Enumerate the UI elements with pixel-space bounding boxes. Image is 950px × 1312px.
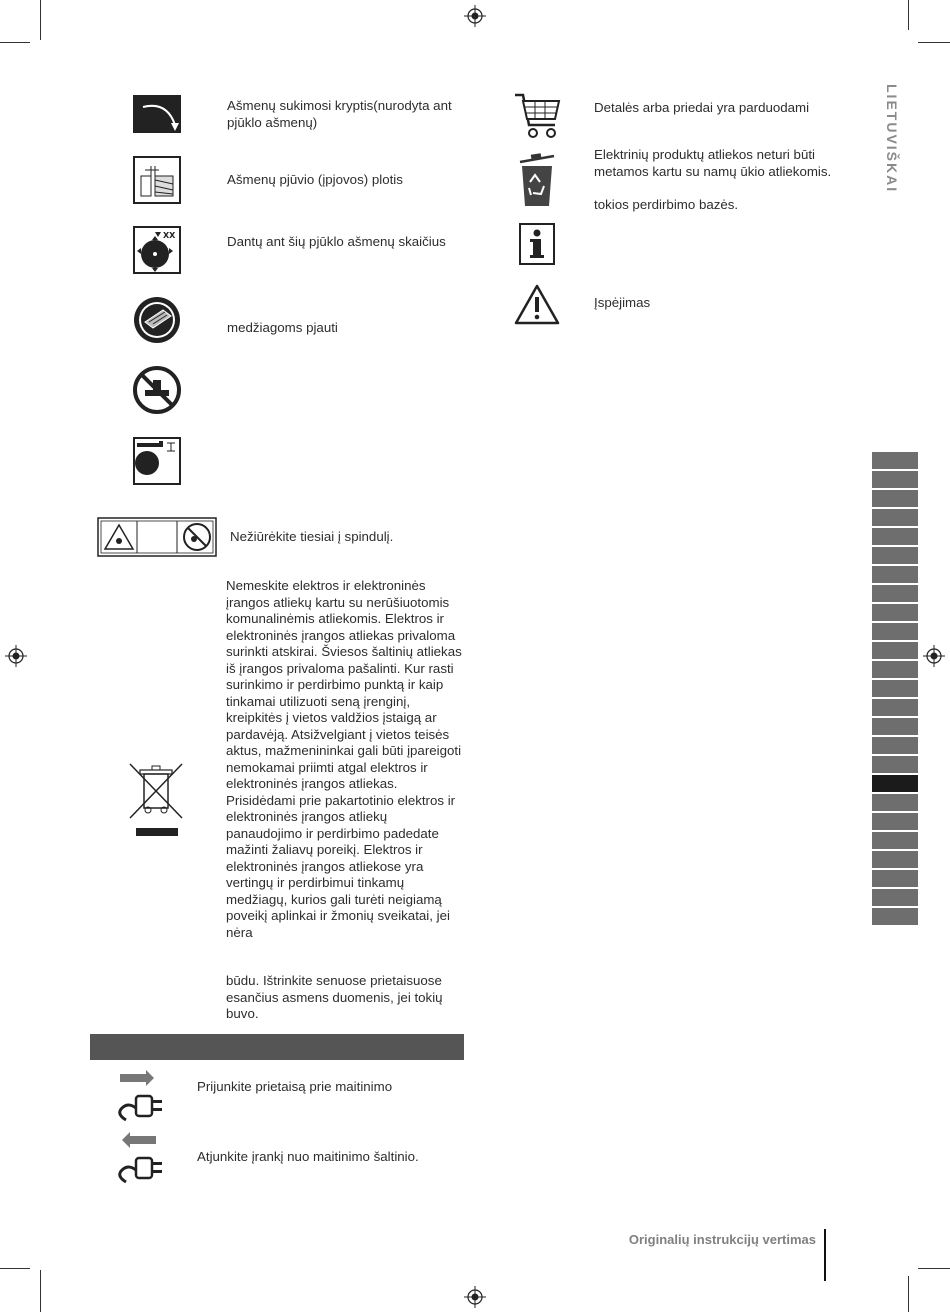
chapter-tab [872, 680, 918, 697]
crop-mark [918, 42, 950, 43]
crop-mark [918, 1268, 950, 1269]
chapter-tab [872, 851, 918, 868]
chapter-tab [872, 889, 918, 906]
chapter-tab [872, 604, 918, 621]
chapter-tab [872, 737, 918, 754]
chapter-tab [872, 870, 918, 887]
recycle-bin-icon [516, 152, 558, 208]
chapter-tab [872, 490, 918, 507]
chapter-tab [872, 585, 918, 602]
symbol-description: Ašmenų sukimosi kryptis(nurodyta ant pjūklo ašmenų) [227, 98, 452, 130]
chapter-tab [872, 718, 918, 735]
plug-in-icon [112, 1068, 168, 1124]
crop-mark [908, 0, 909, 30]
crop-mark [40, 1270, 41, 1312]
shopping-cart-icon [513, 91, 563, 141]
laser-warning-text: Nežiūrėkite tiesiai į spindulį. [230, 529, 394, 544]
chapter-tab [872, 509, 918, 526]
crop-mark [0, 42, 30, 43]
symbol-description: Detalės arba priedai yra parduodami [594, 100, 810, 115]
svg-text:XX: XX [163, 231, 176, 240]
chapter-tab-active [872, 775, 918, 792]
chapter-tab [872, 908, 918, 925]
weee-paragraph: būdu. Ištrinkite senuose prietaisuose esančius asmens duomenis, jei tokių buvo. [226, 973, 443, 1021]
registration-mark-icon [5, 645, 27, 667]
crop-mark [40, 0, 41, 40]
symbol-description: medžiagoms pjauti [227, 320, 338, 335]
chapter-tab [872, 699, 918, 716]
symbol-description: Įspėjimas [594, 295, 651, 310]
warning-triangle-icon [514, 283, 560, 325]
chapter-tab [872, 794, 918, 811]
chapter-tab [872, 623, 918, 640]
weee-paragraph: Nemeskite elektros ir elektroninės įrangos atliekų kartu su nerūšiuotomis komunalinėmis atliekomis. Elektros ir elektroninės įrangos atliekas privaloma surinkti atskirai. Šviesos šaltinių atliekas iš įrangos privaloma pašalinti. Kur rasti surinkimo ir perdirbimo punktą ir kaip tinkamai utilizuoti seną įrenginį, kreipkitės į vietos valdžios įstaigą ar pardavėją. Atsižvelgiant į vietos teisės aktus, mažmenininkai gali būti įpareigoti nemokamai priimti atgal elektros ir elektroninės įrangos atliekas. Prisidėdami prie pakartotinio elektros ir elektroninės įrangos atliekų panaudojimo ir perdirbimo padedate mažinti žaliavų poreikį. Elektros ir elektroninės įrangos atliekose yra vertingų ir perdirbimui tinkamų medžiagų, kurios gali turėti neigiamą poveikį aplinkai ir žmonių sveikatai, jei nėra [226, 578, 462, 940]
no-metal-cutting-icon [133, 366, 181, 414]
footer-rule [824, 1229, 826, 1281]
chapter-tab [872, 813, 918, 830]
registration-mark-icon [464, 1286, 486, 1308]
symbol-description: tokios perdirbimo bazės. [594, 197, 739, 212]
section-header-bar [90, 1034, 464, 1060]
power-instruction: Atjunkite įrankį nuo maitinimo šaltinio. [197, 1149, 419, 1164]
symbol-description: Ašmenų pjūvio (įpjovos) plotis [227, 172, 403, 187]
chapter-tab [872, 547, 918, 564]
blade-rotation-direction-icon [133, 95, 181, 133]
chapter-tab [872, 642, 918, 659]
symbol-description: Elektrinių produktų atliekos neturi būti metamos kartu su namų ūkio atliekomis. [594, 147, 832, 179]
wood-cutting-icon [133, 296, 181, 344]
symbol-description: Dantų ant šių pjūklo ašmenų skaičius [227, 234, 446, 249]
teeth-count-icon [133, 226, 181, 274]
kerf-width-icon [133, 156, 181, 204]
blade-thickness-icon [133, 437, 181, 485]
unplug-icon [112, 1130, 168, 1186]
footer-label: Originalių instrukcijų vertimas [628, 1232, 816, 1247]
laser-warning-label-icon [97, 517, 217, 557]
chapter-tab [872, 471, 918, 488]
crossed-out-bin-icon [128, 760, 184, 840]
registration-mark-icon [923, 645, 945, 667]
chapter-tab [872, 756, 918, 773]
chapter-tab-stack [872, 452, 918, 927]
chapter-tab [872, 528, 918, 545]
power-instruction: Prijunkite prietaisą prie maitinimo [197, 1079, 393, 1094]
chapter-tab [872, 661, 918, 678]
chapter-tab [872, 452, 918, 469]
chapter-tab [872, 832, 918, 849]
language-label: LIETUVIŠKAI [884, 84, 900, 194]
crop-mark [0, 1268, 30, 1269]
chapter-tab [872, 566, 918, 583]
crop-mark [908, 1276, 909, 1312]
registration-mark-icon [464, 5, 486, 27]
info-icon [519, 223, 555, 265]
